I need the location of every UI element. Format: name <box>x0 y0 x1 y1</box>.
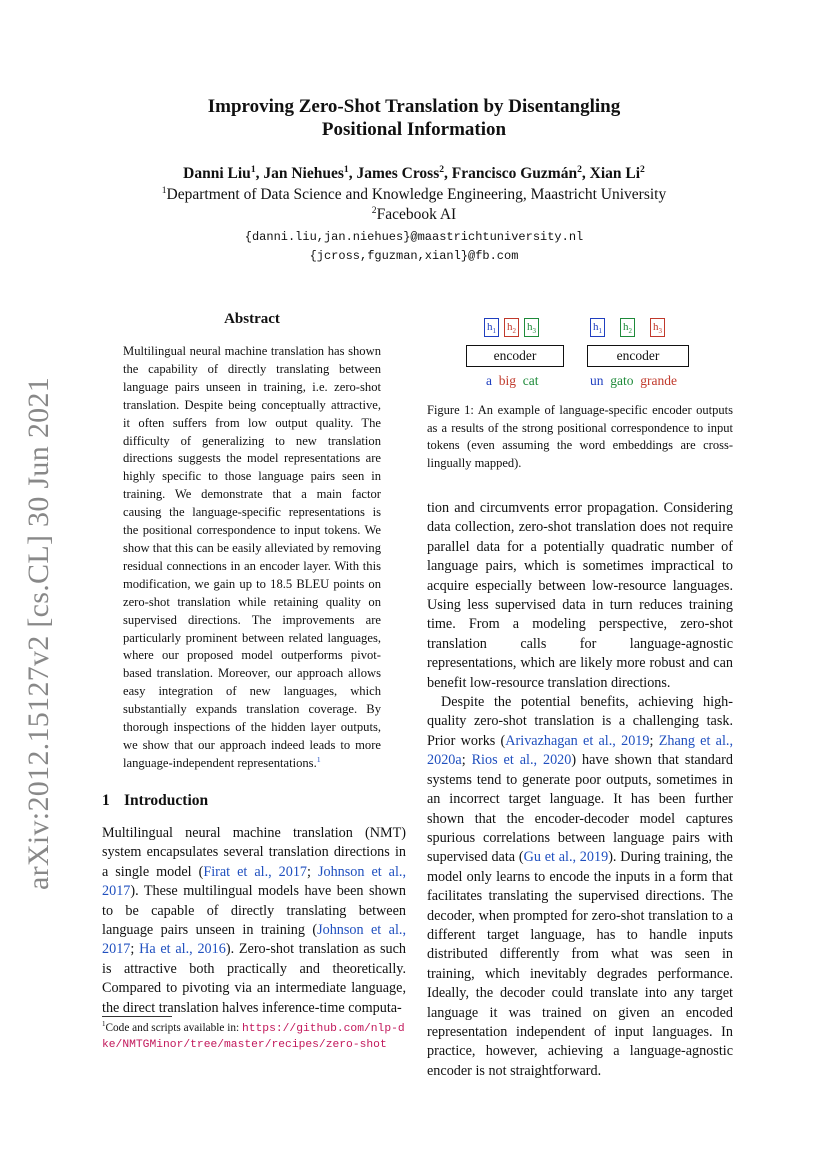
intro-paragraph-left: Multilingual neural machine translation (NMT) system encapsulates several translation directions in a single model (Firat et al., 2017; Johnson et al., 2017). These multilingual models have been shown to be capable of directly translating between language pairs unseen in training (Johnson et al., 2017; Ha et al., 2016). Zero-shot translation as such is attractive both practically and theoretically. Compared to pivoting via an intermediate language, the direct translation halves inference-time computa- <box>102 825 406 1016</box>
hidden-state-box: $h_2$ <box>620 318 635 337</box>
footnote-rule <box>102 1016 172 1017</box>
affiliation-1: $^1$Department of Data Science and Knowledge Engineering, Maastricht University <box>161 184 667 203</box>
abstract-text: Multilingual neural machine translation has shown the capability of directly translating between language pairs unseen in training, i.e. zero-shot translation. Despite being conceptually attractive, it often suffers from low output quality. The difficulty of generalizing to new translation directions suggests the model representations are highly specific to those language pairs seen in training. We demonstrate that a main factor causing the language-specific representations is the positional correspondence to input tokens. We show that this can be easily alleviated by removing residual connections in an encoder layer. With this modification, we gain up to 18.5 BLEU points on zero-shot translation while retaining quality on supervised directions. The improvements are particularly prominent between related languages, where our proposed model outperforms pivot-based translation. Moreover, our approach allows easy integration of new languages, which substantially expands translation coverage. By thorough inspections of the hidden layer outputs, we show that our approach indeed leads to more language-independent representations.$^1$ <box>123 344 381 770</box>
hidden-state-box: $h_1$ <box>484 318 499 337</box>
citation-link[interactable]: Gu et al., 2019 <box>523 849 609 866</box>
citation-link[interactable]: Arivazhagan et al., 2019 <box>505 732 650 749</box>
source-words-english: a big cat <box>486 373 539 388</box>
figure-1 <box>460 318 700 393</box>
author: Xian Li$^2$ <box>589 163 645 182</box>
footnote-marker[interactable]: 1 <box>316 754 321 764</box>
intro-paragraphs-right <box>427 499 733 1081</box>
author: Danni Liu$^1$, <box>183 163 264 182</box>
footnote-url-link[interactable]: https://github.com/nlp-dke/NMTGMinor/tree/master/recipes/zero-shot <box>102 1023 405 1051</box>
citation-link[interactable]: Zhang et al., 2020a <box>427 732 734 769</box>
email-line-1[interactable]: {danni.liu,jan.niehues}@maastrichtuniversity.nl <box>244 230 584 244</box>
citation-link[interactable]: Firat et al., 2017 <box>203 863 308 880</box>
author: James Cross$^2$, <box>356 163 452 182</box>
encoder-box: encoder <box>466 345 564 367</box>
arxiv-identifier: arXiv:2012.15127v2 [cs.CL] 30 Jun 2021 <box>22 376 55 890</box>
hidden-state-box: $h_1$ <box>590 318 605 337</box>
citation-link[interactable]: Rios et al., 2020 <box>471 752 572 769</box>
hidden-state-box: $h_3$ <box>650 318 665 337</box>
hidden-state-box: $h_3$ <box>524 318 539 337</box>
encoder-box: encoder <box>587 345 689 367</box>
title-line-1: Improving Zero-Shot Translation by Disentangling <box>207 96 621 117</box>
author-list <box>0 165 828 183</box>
section-heading-introduction: 1 Introduction <box>102 792 209 809</box>
citation-link[interactable]: Johnson et al., 2017 <box>102 863 406 900</box>
citation-link[interactable]: Ha et al., 2016 <box>139 941 226 958</box>
abstract-heading: Abstract <box>224 311 280 327</box>
author: Francisco Guzmán$^2$, <box>451 163 590 182</box>
footnote: $^1$Code and scripts available in: https://github.com/nlp-dke/NMTGMinor/tree/master/recipes/zero-shot <box>102 1020 405 1051</box>
email-line-2[interactable]: {jcross,fguzman,xianl}@fb.com <box>309 249 519 263</box>
paper-title <box>0 95 828 141</box>
title-line-2: Positional Information <box>321 119 507 140</box>
paragraph: tion and circumvents error propagation. Considering data collection, zero-shot translation does not require parallel data for a potentially quadratic number of language pairs, which is sometimes impractical to acquire especially between low-resource languages. Using less supervised data in turn reduces training time. From a modeling perspective, zero-shot translation calls for language-agnostic representations, which are likely more robust and can benefit low-resource translation directions. <box>427 500 733 691</box>
source-words-spanish: un gato grande <box>590 373 677 388</box>
paragraph: Despite the potential benefits, achieving high-quality zero-shot translation is a challenging task. Prior works (Arivazhagan et al., 2019; Zhang et al., 2020a; Rios et al., 2020) have shown that standard systems tend to generate poor outputs, sometimes in an incorrect target language. It has been further shown that the encoder-decoder model captures spurious correlations between language pairs with supervised data (Gu et al., 2019). During training, the model only learns to encode the inputs in a form that facilitates translating the supervised directions. The decoder, when prompted for zero-shot translation to a different target language, has to handle inputs distributed differently from what was seen in training, which inevitably degrades performance. Ideally, the decoder could translate into any target language it was trained on given an encoded representation independent of input languages. In practice, however, achieving a language-agnostic encoder is not straightforward. <box>427 694 734 1079</box>
citation-link[interactable]: Johnson et al., 2017 <box>102 922 406 958</box>
author: Jan Niehues$^1$, <box>263 163 357 182</box>
figure-1-caption: Figure 1: An example of language-specific encoder outputs as a results of the strong positional correspondence to input tokens (even assuming the word embeddings are cross-lingually mapped). <box>427 403 733 470</box>
affiliation-2: $^2$Facebook AI <box>371 204 457 223</box>
hidden-state-box: $h_2$ <box>504 318 519 337</box>
